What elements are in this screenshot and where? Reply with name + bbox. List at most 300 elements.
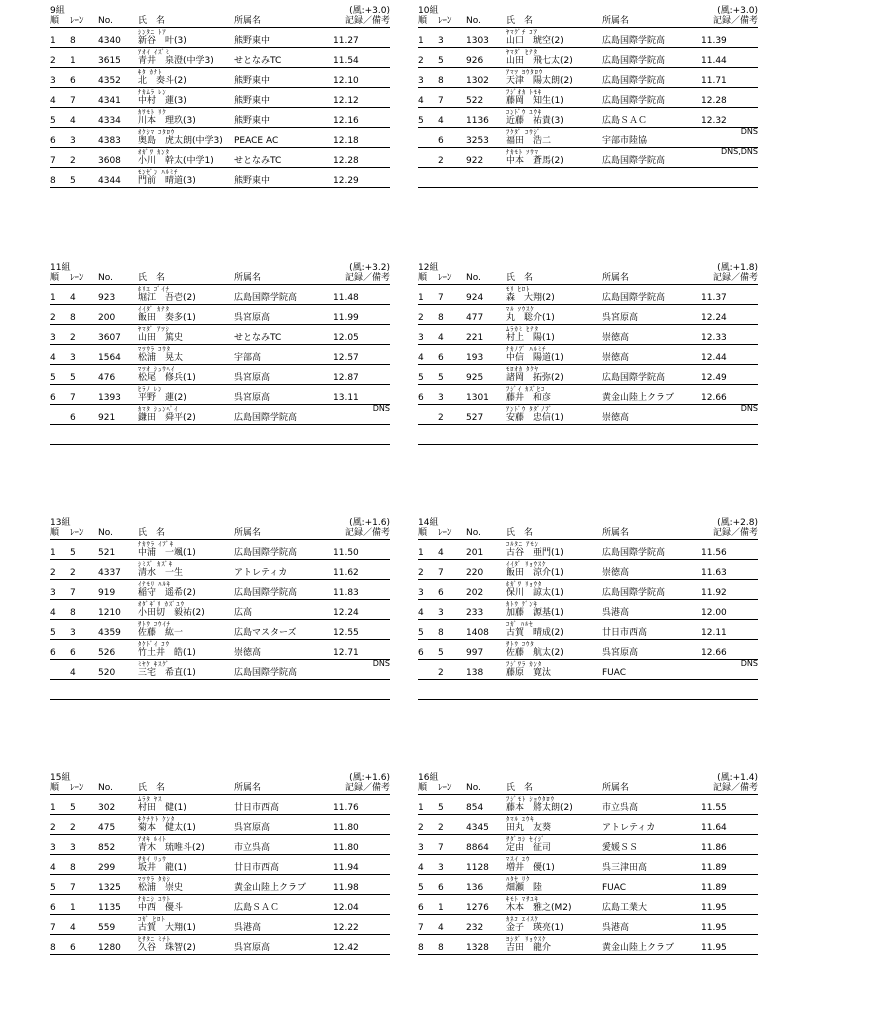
lane: 2 — [438, 156, 444, 166]
result-row — [50, 620, 390, 640]
column-header-club: 所属名 — [234, 528, 262, 538]
result-main-line — [50, 56, 390, 66]
athlete-kana: ﾅｶﾉﾌﾞ ﾊﾙﾐﾁ — [506, 345, 547, 353]
column-header-rank: 順 — [418, 16, 428, 26]
column-header-club: 所属名 — [602, 783, 630, 793]
athlete-kana: ｼﾝﾀﾆ ﾄｱ — [138, 28, 167, 36]
athlete-kana: ｱﾝﾄﾞｳ ﾀﾀﾞﾉﾌﾞ — [506, 405, 553, 413]
athlete-name: 松浦 崇史 — [138, 883, 184, 893]
result-main-line — [50, 688, 390, 698]
place: 6 — [50, 648, 56, 658]
athlete-kana: ｷｸﾁｹﾄ ｹﾝﾀ — [138, 815, 176, 823]
result-row — [418, 815, 758, 835]
athlete-kana: ｲｲﾀﾞ ﾘｮｳｽｹ — [506, 560, 547, 568]
result-row — [50, 108, 390, 128]
place: 1 — [418, 803, 424, 813]
bib-number: 1280 — [98, 943, 121, 953]
club-name: 廿日市西高 — [234, 863, 280, 873]
athlete-kana: ﾎﾘｴ ｺﾞｲﾁ — [138, 285, 170, 293]
record-time: 11.98 — [333, 883, 359, 893]
bib-number: 924 — [466, 293, 484, 303]
column-header-row — [418, 273, 758, 283]
record-time: 12.10 — [333, 76, 359, 86]
lane: 2 — [70, 568, 76, 578]
club-name: FUAC — [602, 883, 627, 893]
club-name: 熊野東中 — [234, 96, 271, 106]
bib-number: 4334 — [98, 116, 121, 126]
lane: 7 — [70, 883, 76, 893]
record-time: 12.24 — [333, 608, 359, 618]
result-main-line — [418, 176, 758, 186]
bib-number: 200 — [98, 313, 116, 323]
club-name: 広島国際学院高 — [234, 588, 298, 598]
result-main-line — [50, 648, 390, 658]
result-row — [418, 128, 758, 148]
column-header-lane: ﾚｰﾝ — [70, 273, 84, 283]
bib-number: 4359 — [98, 628, 121, 638]
column-header-no: No. — [98, 273, 113, 283]
athlete-kana: ﾏﾙ ｿｳｽｹ — [506, 305, 535, 313]
result-row — [50, 935, 390, 955]
lane: 3 — [70, 353, 76, 363]
result-rows — [50, 795, 390, 955]
record-time: 12.32 — [701, 116, 727, 126]
bib-number: 138 — [466, 668, 484, 678]
athlete-kana: ﾊﾀｾ ﾘｸ — [506, 875, 531, 883]
club-name: FUAC — [602, 668, 627, 678]
bib-number: 527 — [466, 413, 484, 423]
column-header-no: No. — [466, 528, 481, 538]
bib-number: 220 — [466, 568, 484, 578]
athlete-kana: ｲｲﾀﾞ ｶﾅﾀ — [138, 305, 170, 313]
place: 5 — [50, 628, 56, 638]
result-row — [418, 680, 758, 700]
club-name: 呉港高 — [234, 923, 262, 933]
club-name: 呉三津田高 — [602, 863, 648, 873]
lane: 6 — [70, 413, 76, 423]
bib-number: 476 — [98, 373, 116, 383]
bib-number: 1128 — [466, 863, 489, 873]
athlete-name: 中村 蓮(3) — [138, 96, 187, 106]
result-main-line — [50, 843, 390, 853]
record-time: 11.64 — [701, 823, 727, 833]
heat-title: 12組 — [418, 263, 439, 273]
column-header-rank: 順 — [50, 16, 60, 26]
athlete-kana: ｼﾐｽﾞ ｶｽﾞｷ — [138, 560, 174, 568]
athlete-kana: ｷﾀ ｶﾅﾄ — [138, 68, 163, 76]
result-main-line — [50, 628, 390, 638]
club-name: 呉宮原高 — [234, 393, 271, 403]
lane: 6 — [438, 136, 444, 146]
result-main-line — [418, 413, 758, 423]
result-main-line — [418, 648, 758, 658]
column-header-rank: 順 — [418, 783, 428, 793]
record-time: 12.24 — [701, 313, 727, 323]
club-name: 広島国際学院高 — [602, 36, 666, 46]
bib-number: 3608 — [98, 156, 121, 166]
club-name: 熊野東中 — [234, 76, 271, 86]
club-name: 崇徳高 — [602, 568, 630, 578]
athlete-kana: ﾌｼﾞｵｶ ﾄﾓｷ — [506, 88, 543, 96]
record-time: 11.39 — [701, 36, 727, 46]
result-rows — [418, 540, 758, 700]
athlete-kana: ﾅｶﾆｼ ﾕｳﾄ — [138, 895, 171, 903]
lane: 8 — [70, 313, 76, 323]
club-name: 広島国際学院高 — [234, 548, 298, 558]
athlete-name: 保川 諒太(1) — [506, 588, 564, 598]
heat-h10 — [418, 6, 758, 188]
record-time: 11.95 — [701, 943, 727, 953]
bib-number: 923 — [98, 293, 116, 303]
athlete-name: 中西 優斗 — [138, 903, 184, 913]
bib-number: 520 — [98, 668, 116, 678]
result-row — [50, 148, 390, 168]
result-main-line — [418, 56, 758, 66]
result-row — [50, 325, 390, 345]
result-row — [50, 875, 390, 895]
result-main-line — [418, 333, 758, 343]
result-rows — [50, 285, 390, 445]
lane: 5 — [438, 648, 444, 658]
column-header-name: 氏 名 — [138, 273, 166, 283]
lane: 4 — [70, 116, 76, 126]
lane: 7 — [70, 96, 76, 106]
heat-title: 15組 — [50, 773, 71, 783]
column-header-club: 所属名 — [234, 273, 262, 283]
result-row — [50, 915, 390, 935]
result-row — [418, 365, 758, 385]
result-main-line — [50, 823, 390, 833]
result-row — [418, 875, 758, 895]
athlete-name: 天津 陽太朗(2) — [506, 76, 573, 86]
result-row — [418, 285, 758, 305]
place: 7 — [50, 923, 56, 933]
column-header-no: No. — [466, 783, 481, 793]
athlete-kana: ｶﾈｺ ｴｲｽｹ — [506, 915, 539, 923]
bib-number: 4337 — [98, 568, 121, 578]
athlete-kana: ｺｶﾞ ﾋﾛﾄ — [138, 915, 166, 923]
lane: 6 — [438, 353, 444, 363]
bib-number: 922 — [466, 156, 484, 166]
lane: 2 — [70, 823, 76, 833]
bib-number: 4383 — [98, 136, 121, 146]
athlete-kana: ﾌｼﾞｲ ｶｽﾞﾋｺ — [506, 385, 546, 393]
result-note: DNS — [740, 127, 758, 136]
athlete-name: 小田切 毅祐(2) — [138, 608, 205, 618]
record-time: 12.44 — [701, 353, 727, 363]
result-rows — [418, 285, 758, 445]
athlete-name: 山口 琥空(2) — [506, 36, 564, 46]
column-header-row — [50, 16, 390, 26]
bib-number: 8864 — [466, 843, 489, 853]
lane: 8 — [70, 36, 76, 46]
place: 5 — [418, 373, 424, 383]
result-main-line — [418, 393, 758, 403]
lane: 8 — [438, 943, 444, 953]
athlete-name: 藤本 將太朗(2) — [506, 803, 573, 813]
athlete-name: 藤岡 知生(1) — [506, 96, 564, 106]
result-main-line — [50, 923, 390, 933]
column-header-no: No. — [98, 528, 113, 538]
result-row — [418, 345, 758, 365]
athlete-name: 奥島 虎太朗(中学3) — [138, 136, 223, 146]
athlete-name: 吉田 龍介 — [506, 943, 552, 953]
result-row — [418, 640, 758, 660]
athlete-name: 丸 聡介(1) — [506, 313, 555, 323]
place: 4 — [50, 608, 56, 618]
lane: 4 — [70, 668, 76, 678]
athlete-name: 定由 征司 — [506, 843, 552, 853]
column-header-rank: 順 — [50, 783, 60, 793]
bib-number: 233 — [466, 608, 484, 618]
result-row — [418, 915, 758, 935]
result-main-line — [50, 116, 390, 126]
result-main-line — [50, 333, 390, 343]
place: 5 — [418, 883, 424, 893]
athlete-kana: ｻｶｲ ﾘｭｳ — [138, 855, 167, 863]
record-time: 12.11 — [701, 628, 727, 638]
result-row — [418, 580, 758, 600]
athlete-name: 川本 理玖(3) — [138, 116, 196, 126]
athlete-kana: ﾔﾏﾀﾞ ﾋﾅﾀ — [506, 48, 538, 56]
heat-h9 — [50, 6, 390, 188]
result-row — [418, 895, 758, 915]
result-main-line — [50, 36, 390, 46]
result-row — [50, 405, 390, 425]
result-row — [50, 88, 390, 108]
athlete-kana: ﾀﾏﾙ ﾕｳｷ — [506, 815, 535, 823]
record-time: 11.99 — [333, 313, 359, 323]
result-row — [418, 305, 758, 325]
column-header-lane: ﾚｰﾝ — [70, 783, 84, 793]
place: 4 — [418, 96, 424, 106]
result-main-line — [418, 803, 758, 813]
athlete-name: 森 大翔(2) — [506, 293, 555, 303]
club-name: 崇徳高 — [602, 353, 630, 363]
record-time: 11.95 — [701, 923, 727, 933]
athlete-kana: ﾐﾔｹ ｷｽｸﾞ — [138, 660, 170, 668]
club-name: 熊野東中 — [234, 176, 271, 186]
result-row — [418, 600, 758, 620]
wind-reading: (風:+1.6) — [349, 518, 390, 528]
result-row — [418, 325, 758, 345]
result-row — [50, 365, 390, 385]
club-name: 宇部高 — [234, 353, 262, 363]
result-row — [50, 600, 390, 620]
result-main-line — [418, 293, 758, 303]
athlete-name: 青井 泉澄(中学3) — [138, 56, 214, 66]
club-name: 呉港高 — [602, 608, 630, 618]
athlete-kana: ｵｶﾞﾜ ｶﾝﾀ — [138, 148, 170, 156]
club-name: 呉宮原高 — [234, 373, 271, 383]
record-time: 12.66 — [701, 648, 727, 658]
athlete-kana: ﾌｸﾀﾞ ｺｳｼﾞ — [506, 128, 542, 136]
club-name: 崇徳高 — [602, 413, 630, 423]
lane: 4 — [438, 116, 444, 126]
record-time: 12.57 — [333, 353, 359, 363]
record-time: 12.71 — [333, 648, 359, 658]
result-main-line — [50, 588, 390, 598]
column-header-name: 氏 名 — [506, 16, 534, 26]
result-row — [50, 660, 390, 680]
result-row — [50, 345, 390, 365]
place: 1 — [50, 36, 56, 46]
column-header-name: 氏 名 — [506, 528, 534, 538]
column-header-club: 所属名 — [602, 16, 630, 26]
heat-h15 — [50, 773, 390, 955]
club-name: 広高 — [234, 608, 253, 618]
result-row — [418, 425, 758, 445]
athlete-name: 久谷 珠智(2) — [138, 943, 196, 953]
athlete-kana: ｶﾄｳ ｹﾞﾝｷ — [506, 600, 538, 608]
result-main-line — [50, 903, 390, 913]
athlete-name: 古賀 晴成(2) — [506, 628, 564, 638]
column-header-lane: ﾚｰﾝ — [438, 273, 452, 283]
athlete-name: 佐藤 紘一 — [138, 628, 184, 638]
place: 5 — [50, 116, 56, 126]
lane: 3 — [438, 608, 444, 618]
athlete-kana: ﾏﾂｳﾗ ﾀｶｼ — [138, 875, 171, 883]
column-header-row — [50, 528, 390, 538]
club-name: 呉港高 — [602, 923, 630, 933]
place: 4 — [418, 353, 424, 363]
column-header-row — [50, 273, 390, 283]
club-name: 広島国際学院高 — [234, 293, 298, 303]
lane: 6 — [438, 588, 444, 598]
result-row — [50, 540, 390, 560]
club-name: 黄金山陸上クラブ — [234, 883, 307, 893]
result-note: DNS — [740, 659, 758, 668]
club-name: 市立呉高 — [602, 803, 639, 813]
bib-number: 221 — [466, 333, 484, 343]
lane: 1 — [70, 56, 76, 66]
result-row — [418, 48, 758, 68]
athlete-name: 畑瀬 陸 — [506, 883, 543, 893]
athlete-name: 村田 健(1) — [138, 803, 187, 813]
column-header-lane: ﾚｰﾝ — [70, 528, 84, 538]
place: 2 — [418, 568, 424, 578]
column-header-record: 記録／備考 — [712, 783, 758, 793]
wind-reading: (風:+3.2) — [349, 263, 390, 273]
lane: 5 — [438, 373, 444, 383]
result-main-line — [418, 688, 758, 698]
lane: 7 — [70, 588, 76, 598]
athlete-kana: ﾖｼﾀﾞ ﾘｮｳｽｹ — [506, 935, 547, 943]
bib-number: 202 — [466, 588, 484, 598]
lane: 5 — [438, 803, 444, 813]
result-row — [50, 68, 390, 88]
result-row — [418, 405, 758, 425]
column-header-no: No. — [466, 273, 481, 283]
result-main-line — [418, 76, 758, 86]
athlete-kana: ﾅｶﾑﾗ ﾚﾝ — [138, 88, 167, 96]
lane: 5 — [70, 548, 76, 558]
club-name: アトレティカ — [602, 823, 656, 833]
result-main-line — [50, 433, 390, 443]
result-row — [50, 128, 390, 148]
column-header-club: 所属名 — [602, 528, 630, 538]
bib-number: 3253 — [466, 136, 489, 146]
heat-title: 16組 — [418, 773, 439, 783]
lane: 4 — [438, 333, 444, 343]
place: 3 — [418, 76, 424, 86]
place: 5 — [418, 628, 424, 638]
bib-number: 4340 — [98, 36, 121, 46]
athlete-kana: ﾓﾝｾﾞﾝ ﾊﾙﾐﾁ — [138, 168, 179, 176]
wind-reading: (風:+1.6) — [349, 773, 390, 783]
bib-number: 1135 — [98, 903, 121, 913]
column-header-record: 記録／備考 — [344, 528, 390, 538]
club-name: 広島国際学院高 — [234, 413, 298, 423]
column-header-name: 氏 名 — [138, 16, 166, 26]
athlete-name: 鎌田 舜平(2) — [138, 413, 196, 423]
athlete-kana: ｶﾜﾓﾄ ﾘｸ — [138, 108, 167, 116]
bib-number: 4352 — [98, 76, 121, 86]
lane: 8 — [438, 313, 444, 323]
bib-number: 1328 — [466, 943, 489, 953]
result-main-line — [418, 923, 758, 933]
column-header-name: 氏 名 — [506, 273, 534, 283]
club-name: 広島国際学院高 — [602, 76, 666, 86]
result-main-line — [418, 353, 758, 363]
athlete-name: 山田 篤史 — [138, 333, 184, 343]
record-time: 11.89 — [701, 883, 727, 893]
club-name: 広島国際学院高 — [602, 56, 666, 66]
record-time: 11.71 — [701, 76, 727, 86]
column-header-no: No. — [466, 16, 481, 26]
place: 7 — [418, 923, 424, 933]
place: 2 — [50, 823, 56, 833]
record-time: 12.04 — [333, 903, 359, 913]
athlete-name: 山田 飛七太(2) — [506, 56, 573, 66]
result-main-line — [50, 313, 390, 323]
column-header-row — [50, 783, 390, 793]
athlete-name: 藤原 寛汰 — [506, 668, 552, 678]
result-main-line — [418, 156, 758, 166]
result-main-line — [50, 96, 390, 106]
athlete-name: 松浦 晃太 — [138, 353, 184, 363]
lane: 2 — [438, 413, 444, 423]
result-row — [50, 895, 390, 915]
result-main-line — [50, 393, 390, 403]
result-row — [418, 560, 758, 580]
heat-h14 — [418, 518, 758, 700]
lane: 3 — [438, 393, 444, 403]
result-main-line — [418, 823, 758, 833]
record-time: 11.54 — [333, 56, 359, 66]
athlete-name: 中本 蒼馬(2) — [506, 156, 564, 166]
athlete-name: 村上 陽(1) — [506, 333, 555, 343]
place: 3 — [50, 76, 56, 86]
place: 1 — [50, 293, 56, 303]
athlete-kana: ｵｸｼﾏ ｺﾀﾛｳ — [138, 128, 176, 136]
place: 1 — [50, 803, 56, 813]
place: 8 — [50, 176, 56, 186]
lane: 3 — [438, 863, 444, 873]
lane: 5 — [70, 803, 76, 813]
lane: 4 — [70, 293, 76, 303]
bib-number: 3615 — [98, 56, 121, 66]
place: 6 — [50, 136, 56, 146]
record-time: 12.55 — [333, 628, 359, 638]
place: 6 — [418, 903, 424, 913]
athlete-name: 門前 晴道(3) — [138, 176, 196, 186]
athlete-kana: ﾔﾏﾀﾞ ｱﾂｼ — [138, 325, 170, 333]
club-name: 広島工業大 — [602, 903, 648, 913]
bib-number: 926 — [466, 56, 484, 66]
bib-number: 521 — [98, 548, 116, 558]
result-rows — [418, 28, 758, 188]
